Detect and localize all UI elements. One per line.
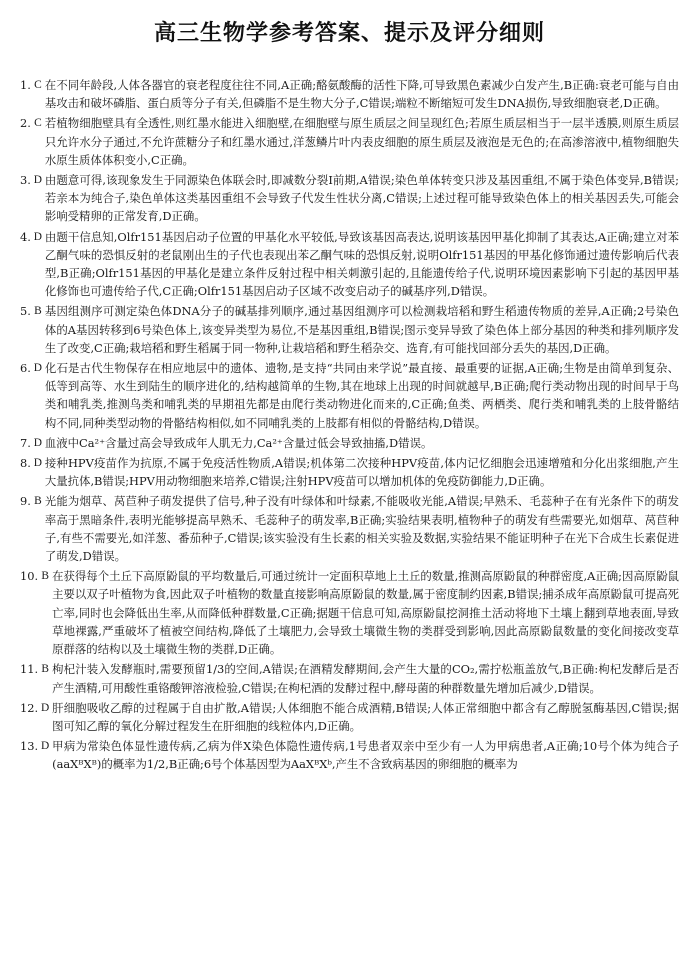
answer-letter: C — [34, 79, 42, 91]
answer-letter: D — [33, 457, 42, 470]
answer-letter: B — [34, 305, 42, 318]
answer-item — [20, 699, 679, 735]
answer-number: 3. — [20, 173, 31, 188]
answer-letter: C — [34, 117, 42, 130]
answer-number: 11. — [20, 662, 39, 677]
answer-number: 1. — [20, 78, 31, 92]
answer-letter: D — [41, 740, 50, 753]
answer-item — [20, 737, 679, 773]
answer-number: 10. — [20, 569, 39, 584]
answer-explanation: 在获得每个土丘下高原鼢鼠的平均数量后,可通过统计一定面积草地上土丘的数量,推测高原鼢鼠的种群密度,A正确;因高原鼢鼠主要以双子叶植物为食,因此双子叶植物的数量直接影响高原鼢鼠的数量,属于密度制约因素,B错误;捕杀成年高原鼢鼠可提高死亡率,同时也会降低出生率,从而降低种群数量,C正确;据题干信息可知,高原鼢鼠挖洞推土活动将地下土壤上翻到草地表面,导致草地裸露,严重破坏了植被空间结构,降低了土壤肥力,会导致土壤微生物的类群受到影响,因此高原鼢鼠数量的变化间接改变草原群落的结构以及土壤微生物的类群,D正确。 — [52, 569, 679, 657]
answer-explanation: 枸杞汁装入发酵瓶时,需要预留1/3的空间,A错误;在酒精发酵期间,会产生大量的CO₂,需拧松瓶盖放气,B正确:枸杞发酵后是否产生酒精,可用酸性重铬酸钾溶液检验,C错误;在枸杞酒的发酵过程中,酵母菌的种群数量先增加后减少,D错误。 — [52, 662, 679, 695]
answer-explanation: 化石是古代生物保存在相应地层中的遗体、遗物,是支持“共同由来学说”最直接、最重要的证据,A正确;生物是由简单到复杂、低等到高等、水生到陆生的顺序进化的,结构越简单的生物,其在地球上出现的时间就越早,B正确;爬行类动物出现的时间早于鸟类和哺乳类,推测鸟类和哺乳类的早期祖先都是由爬行类动物进化而来的,C正确;鱼类、两栖类、爬行类和哺乳类的上肢骨骼结构不同,同种类型动物的骨骼结构相似,如不同哺乳类的上肢都有相似的骨骼结构,D错误。 — [44, 361, 679, 430]
answer-item — [20, 228, 679, 301]
answer-number: 8. — [20, 456, 31, 471]
answer-number: 5. — [20, 304, 31, 319]
answer-item — [20, 434, 679, 452]
answer-item — [20, 359, 679, 432]
answer-letter: D — [33, 436, 42, 449]
answer-letter: B — [34, 495, 42, 508]
answer-explanation: 在不同年龄段,人体各器官的衰老程度往往不同,A正确;酪氨酸酶的活性下降,可导致黑色素减少白发产生,B正确:衰老可能与自由基攻击和破坏磷脂、蛋白质等分子有关,但磷脂不是生物大分子,C错误;端粒不断缩短可发生DNA损伤,导致细胞衰老,D正确。 — [44, 78, 679, 111]
answer-number: 6. — [20, 361, 31, 376]
answer-explanation: 由题意可得,该现象发生于同源染色体联会时,即减数分裂Ⅰ前期,A错误;染色单体转变只涉及基因重组,不属于染色体变异,B错误;若亲本为纯合子,染色单体这类基因重组不会导致子代发生性状分离,C错误;上述过程可能导致染色体上的相关基因丢失,可能会影响受精卵的正常发育,D正确。 — [44, 173, 679, 224]
answer-item — [20, 492, 679, 565]
answer-number: 12. — [20, 700, 39, 715]
answer-number: 13. — [20, 739, 39, 754]
answer-explanation: 光能为烟草、莴苣种子萌发提供了信号,种子没有叶绿体和叶绿素,不能吸收光能,A错误;早熟禾、毛蕊种子在有光条件下的萌发率高于黑暗条件,表明光能够提高早熟禾、毛蕊种子的萌发率,B正确;实验结果表明,植物种子的萌发有些需要光,如烟草、莴苣种子,有些不需要光,如洋葱、番茄种子,C错误;该实验没有生长素的相关实验及数据,实验结果不能证明种子在光下合成生长素促进了萌发,D错误。 — [44, 494, 679, 564]
answer-item — [20, 171, 679, 226]
answer-explanation: 若植物细胞壁具有全透性,则红墨水能进入细胞壁,在细胞壁与原生质层之间呈现红色;若原生质层相当于一层半透膜,则原生质层只允许水分子通过,不允许蔗糖分子和红墨水通过,洋葱鳞片叶内表皮细胞的原生质层及液泡是无色的;在高渗溶液中,植物细胞失水原生质体体积变小,C正确。 — [44, 116, 679, 167]
answer-explanation: 甲病为常染色体显性遗传病,乙病为伴X染色体隐性遗传病,1号患者双亲中至少有一人为甲病患者,A正确;10号个体为纯合子(aaXᴮXᴮ)的概率为1/2,B正确;6号个体基因型为AaXᴮXᵇ,产生不含致病基因的卵细胞的概率为 — [52, 739, 679, 772]
answer-item — [20, 660, 679, 696]
answer-letter: D — [41, 701, 50, 714]
answer-number: 7. — [20, 435, 31, 450]
answer-item — [20, 114, 679, 169]
answer-explanation: 基因组测序可测定染色体DNA分子的碱基排列顺序,通过基因组测序可以检测栽培稻和野生稻遗传物质的差异,A正确;2号染色体的A基因转移到6号染色体上,该变异类型为易位,不是基因重组,B错误;图示变异导致了染色体上部分基因的种类和排列顺序发生了改变,C正确;栽培稻和野生稻属于同一物种,让栽培稻和野生稻杂交、选育,有可能找回部分丢失的基因,D正确。 — [44, 304, 679, 355]
answer-explanation: 接种HPV疫苗作为抗原,不属于免疫活性物质,A错误;机体第二次接种HPV疫苗,体内记忆细胞会迅速增殖和分化出浆细胞,产生大量抗体,B错误;HPV用动物细胞来培养,C错误;注射HPV疫苗可以增加机体的免疫防御能力,D正确。 — [44, 456, 679, 489]
answer-number: 2. — [20, 116, 31, 131]
answer-item — [20, 567, 679, 658]
answer-list — [20, 76, 679, 774]
answer-explanation: 由题干信息知,Olfr151基因启动子位置的甲基化水平较低,导致该基因高表达,说明该基因甲基化抑制了其表达,A正确;建立对苯乙酮气味的恐惧反射的老鼠刚出生的子代也表现出苯乙酮气味的恐惧反射,说明Olfr151基因的甲基化修饰通过遗传影响后代表型,B正确;Olfr151基因的甲基化是建立条件反射过程中相关刺激引起的,且能遗传给子代,说明环境因素影响下引起的基因甲基化修饰也可遗传给子代,C正确;Olfr151基因启动子区域不改变启动子的碱基序列,D错误。 — [44, 229, 679, 299]
answer-letter: B — [41, 663, 49, 676]
answer-letter: D — [33, 230, 42, 243]
answer-item — [20, 76, 679, 112]
answer-item — [20, 302, 679, 357]
answer-number: 4. — [20, 229, 31, 244]
answer-explanation: 血液中Ca²⁺含量过高会导致成年人肌无力,Ca²⁺含量过低会导致抽搐,D错误。 — [44, 435, 433, 450]
answer-number: 9. — [20, 494, 31, 509]
answer-letter: D — [33, 174, 42, 187]
answer-explanation: 肝细胞吸收乙醇的过程属于自由扩散,A错误;人体细胞不能合成酒精,B错误;人体正常细胞中都含有乙醇脱氢酶基因,C错误;据图可知乙醇的氧化分解过程发生在肝细胞的线粒体内,D正确。 — [52, 700, 679, 733]
page-title: 高三生物学参考答案、提示及评分细则 — [153, 21, 545, 46]
answer-letter: B — [41, 570, 49, 583]
answer-item — [20, 454, 679, 490]
answer-letter: D — [33, 362, 42, 375]
